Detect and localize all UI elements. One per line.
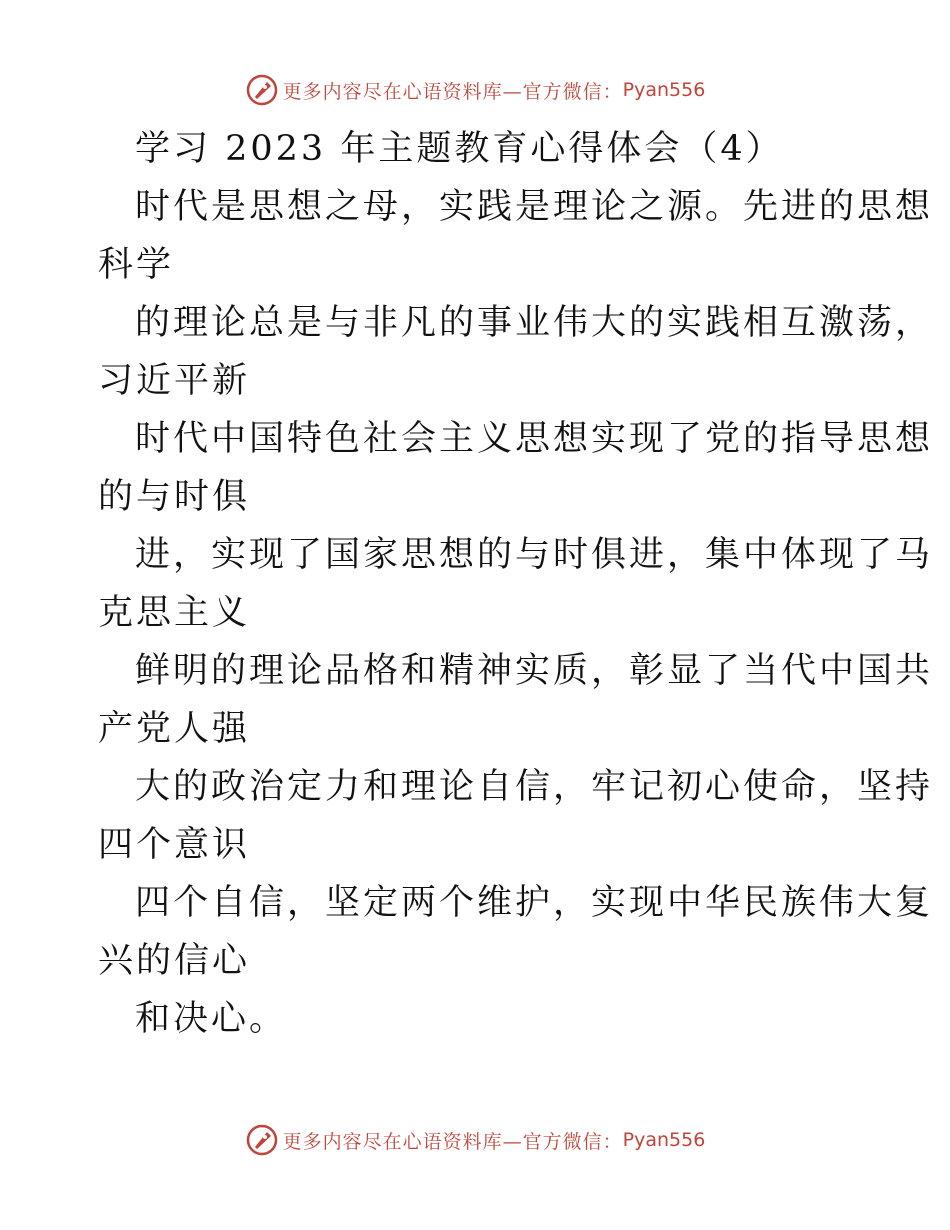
banner-text: 更多内容尽在心语资料库—官方微信： bbox=[282, 80, 623, 103]
header-watermark bbox=[0, 70, 950, 110]
text-line: 鲜明的理论品格和精神实质，彰显了当代中国共 bbox=[135, 651, 934, 691]
text-line: 四个意识 bbox=[98, 825, 251, 865]
pen-nib-logo-icon bbox=[245, 73, 279, 107]
text-line: 和决心。 bbox=[135, 999, 288, 1039]
text-line: 产党人强 bbox=[98, 709, 251, 749]
text-line: 进，实现了国家思想的与时俱进，集中体现了马 bbox=[135, 535, 934, 575]
wechat-id: Pyan556 bbox=[622, 1129, 706, 1151]
pen-nib-logo-icon bbox=[245, 1123, 279, 1157]
text-line: 兴的信心 bbox=[98, 941, 251, 981]
text-line: 时代中国特色社会主义思想实现了党的指导思想 bbox=[135, 419, 934, 459]
document-body bbox=[98, 120, 934, 1048]
text-line: 克思主义 bbox=[98, 593, 251, 633]
wechat-id: Pyan556 bbox=[622, 79, 706, 101]
text-line: 科学 bbox=[98, 245, 175, 285]
text-line: 四个自信，坚定两个维护，实现中华民族伟大复 bbox=[135, 883, 934, 923]
text-line: 习近平新 bbox=[98, 361, 251, 401]
text-line: 大的政治定力和理论自信，牢记初心使命，坚持 bbox=[135, 767, 934, 807]
document-title: 学习 2023 年主题教育心得体会（4） bbox=[135, 129, 784, 169]
banner-text: 更多内容尽在心语资料库—官方微信： bbox=[282, 1130, 623, 1153]
paragraph bbox=[98, 178, 934, 1048]
text-line: 的与时俱 bbox=[98, 477, 251, 517]
footer-watermark bbox=[0, 1120, 950, 1160]
text-line: 的理论总是与非凡的事业伟大的实践相互激荡， bbox=[135, 303, 934, 343]
text-line: 时代是思想之母，实践是理论之源。先进的思想 bbox=[135, 187, 934, 227]
